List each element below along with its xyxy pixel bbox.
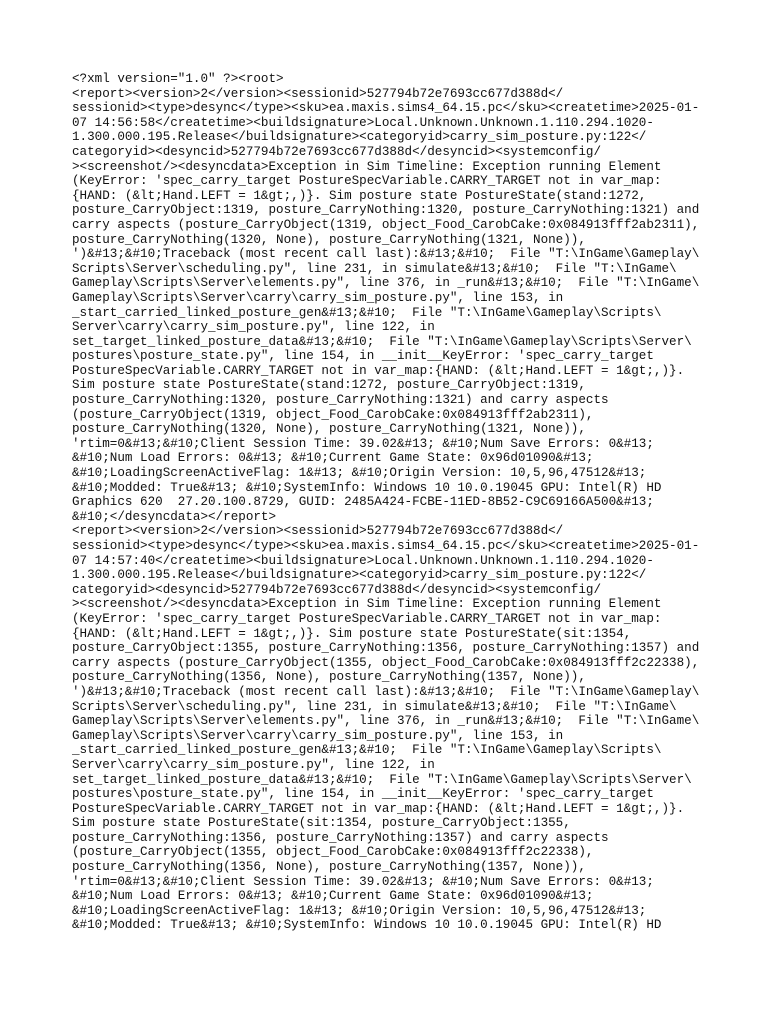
log-line: Server\carry\carry_sim_posture.py", line 122, in (72, 757, 435, 772)
log-line: ')&#13;&#10;Traceback (most recent call last):&#13;&#10; File "T:\InGame\Gameplay\ (72, 247, 700, 262)
log-line: set_target_linked_posture_data&#13;&#10; File "T:\InGame\Gameplay\Scripts\Server\ (72, 772, 692, 787)
log-line: carry aspects (posture_CarryObject(1319, object_Food_CarobCake:0x084913fff2ab2311), (72, 217, 700, 232)
log-line: Graphics 620 27.20.100.8729, GUID: 2485A424-FCBE-11ED-8B52-C9C69166A500&#13; (72, 495, 654, 510)
log-line: sessionid><type>desync</type><sku>ea.maxis.sims4_64.15.pc</sku><createtime>2025-01- (72, 539, 700, 553)
log-line: Gameplay\Scripts\Server\carry\carry_sim_posture.py", line 153, in (72, 728, 564, 743)
log-line: _start_carried_linked_posture_gen&#13;&#10; File "T:\InGame\Gameplay\Scripts\ (72, 305, 662, 320)
log-line: posture_CarryNothing(1356, None), posture_CarryNothing(1357, None)), (72, 670, 586, 685)
log-line: sessionid><type>desync</type><sku>ea.maxis.sims4_64.15.pc</sku><createtime>2025-01- (72, 101, 700, 116)
log-line: posture_CarryNothing(1320, None), posture_CarryNothing(1321, None)), (72, 232, 586, 247)
log-line: categoryid><desyncid>527794b72e7693cc677d388d</desyncid><systemconfig/ (72, 144, 602, 159)
log-line: <?xml version="1.0" ?><root> (72, 72, 284, 86)
log-line: Scripts\Server\scheduling.py", line 231, in simulate&#13;&#10; File "T:\InGame\ (72, 699, 677, 714)
log-line: ><screenshot/><desyncdata>Exception in Sim Timeline: Exception running Element (72, 159, 662, 174)
log-line: posture_CarryNothing(1356, None), posture_CarryNothing(1357, None)), (72, 860, 586, 875)
log-line: Server\carry\carry_sim_posture.py", line 122, in (72, 320, 435, 335)
log-line: 07 14:57:40</createtime><buildsignature>Local.Unknown.Unknown.1.110.294.1020- (72, 553, 654, 568)
log-line: (posture_CarryObject(1355, object_Food_CarobCake:0x084913fff2c22338), (72, 845, 594, 860)
log-line: ')&#13;&#10;Traceback (most recent call last):&#13;&#10; File "T:\InGame\Gameplay\ (72, 684, 700, 699)
log-line: PostureSpecVariable.CARRY_TARGET not in var_map:{HAND: (&lt;Hand.LEFT = 1&gt;,)}. (72, 363, 685, 378)
log-line: set_target_linked_posture_data&#13;&#10; File "T:\InGame\Gameplay\Scripts\Server\ (72, 334, 692, 349)
log-text-block (72, 72, 712, 933)
log-line: _start_carried_linked_posture_gen&#13;&#10; File "T:\InGame\Gameplay\Scripts\ (72, 743, 662, 758)
log-line: 07 14:56:58</createtime><buildsignature>Local.Unknown.Unknown.1.110.294.1020- (72, 115, 654, 130)
log-line: 'rtim=0&#13;&#10;Client Session Time: 39.02&#13; &#10;Num Save Errors: 0&#13; (72, 436, 654, 451)
log-line: PostureSpecVariable.CARRY_TARGET not in var_map:{HAND: (&lt;Hand.LEFT = 1&gt;,)}. (72, 801, 685, 816)
log-line: &#10;Modded: True&#13; &#10;SystemInfo: Windows 10 10.0.19045 GPU: Intel(R) HD (72, 918, 662, 933)
log-line: Scripts\Server\scheduling.py", line 231, in simulate&#13;&#10; File "T:\InGame\ (72, 261, 677, 276)
log-line: posture_CarryNothing:1356, posture_CarryNothing:1357) and carry aspects (72, 830, 609, 845)
log-line: Gameplay\Scripts\Server\elements.py", line 376, in _run&#13;&#10; File "T:\InGame\ (72, 276, 700, 291)
log-line: &#10;Num Load Errors: 0&#13; &#10;Current Game State: 0x96d01090&#13; (72, 451, 594, 466)
log-line: posture_CarryObject:1319, posture_CarryNothing:1320, posture_CarryNothing:1321) and (72, 203, 700, 218)
log-line: postures\posture_state.py", line 154, in __init__KeyError: 'spec_carry_target (72, 787, 654, 802)
log-line: (KeyError: 'spec_carry_target PostureSpecVariable.CARRY_TARGET not in var_map: (72, 174, 662, 189)
log-line: &#10;</desyncdata></report> (72, 509, 277, 524)
log-line: 'rtim=0&#13;&#10;Client Session Time: 39.02&#13; &#10;Num Save Errors: 0&#13; (72, 874, 654, 889)
log-line: carry aspects (posture_CarryObject(1355, object_Food_CarobCake:0x084913fff2c22338), (72, 655, 700, 670)
log-line: (KeyError: 'spec_carry_target PostureSpecVariable.CARRY_TARGET not in var_map: (72, 611, 662, 626)
log-line: Gameplay\Scripts\Server\elements.py", line 376, in _run&#13;&#10; File "T:\InGame\ (72, 714, 700, 729)
log-line: <report><version>2</version><sessionid>527794b72e7693cc677d388d</ (72, 86, 564, 101)
log-line: postures\posture_state.py", line 154, in __init__KeyError: 'spec_carry_target (72, 349, 654, 364)
log-line: (posture_CarryObject(1319, object_Food_CarobCake:0x084913fff2ab2311), (72, 407, 594, 422)
log-line: categoryid><desyncid>527794b72e7693cc677d388d</desyncid><systemconfig/ (72, 582, 602, 597)
log-line: posture_CarryObject:1355, posture_CarryNothing:1356, posture_CarryNothing:1357) and (72, 641, 700, 656)
log-line: &#10;Modded: True&#13; &#10;SystemInfo: Windows 10 10.0.19045 GPU: Intel(R) HD (72, 480, 662, 495)
log-line: &#10;LoadingScreenActiveFlag: 1&#13; &#10;Origin Version: 10,5,96,47512&#13; (72, 903, 647, 918)
log-line: posture_CarryNothing:1320, posture_CarryNothing:1321) and carry aspects (72, 393, 609, 408)
log-line: ><screenshot/><desyncdata>Exception in Sim Timeline: Exception running Element (72, 597, 662, 612)
log-line: Sim posture state PostureState(stand:1272, posture_CarryObject:1319, (72, 378, 586, 393)
log-line: {HAND: (&lt;Hand.LEFT = 1&gt;,)}. Sim posture state PostureState(stand:1272, (72, 188, 647, 203)
log-line: Gameplay\Scripts\Server\carry\carry_sim_posture.py", line 153, in (72, 290, 564, 305)
log-line: {HAND: (&lt;Hand.LEFT = 1&gt;,)}. Sim posture state PostureState(sit:1354, (72, 626, 632, 641)
log-line: posture_CarryNothing(1320, None), posture_CarryNothing(1321, None)), (72, 422, 586, 437)
log-line: <report><version>2</version><sessionid>527794b72e7693cc677d388d</ (72, 524, 564, 539)
log-line: 1.300.000.195.Release</buildsignature><categoryid>carry_sim_posture.py:122</ (72, 568, 647, 583)
log-line: &#10;LoadingScreenActiveFlag: 1&#13; &#10;Origin Version: 10,5,96,47512&#13; (72, 466, 647, 481)
log-line: Sim posture state PostureState(sit:1354, posture_CarryObject:1355, (72, 816, 571, 831)
log-line: &#10;Num Load Errors: 0&#13; &#10;Current Game State: 0x96d01090&#13; (72, 889, 594, 904)
log-line: 1.300.000.195.Release</buildsignature><categoryid>carry_sim_posture.py:122</ (72, 130, 647, 145)
